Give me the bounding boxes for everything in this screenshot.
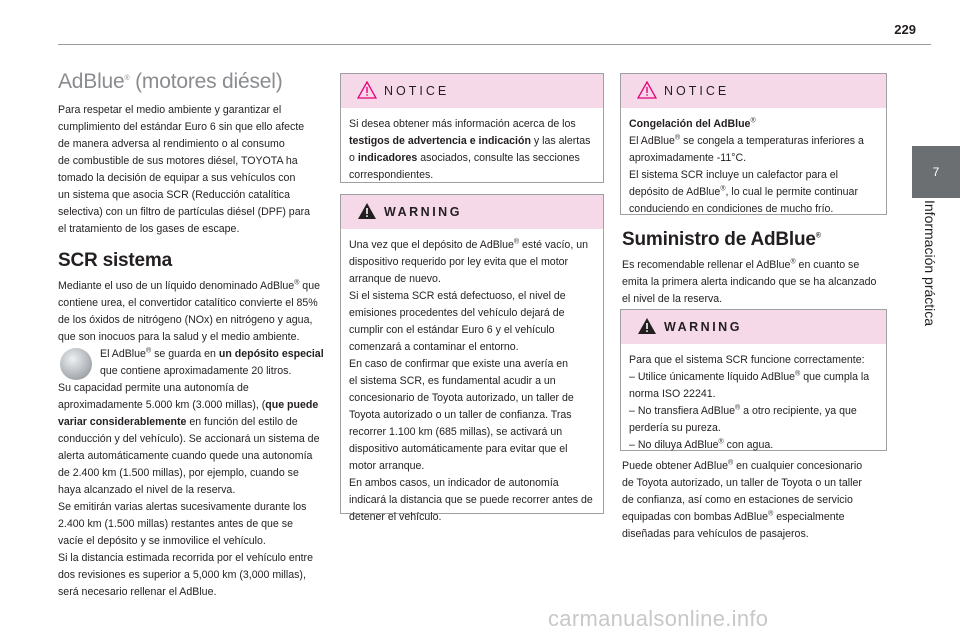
warning-triangle-icon — [637, 317, 657, 335]
caution-triangle-icon — [357, 81, 377, 99]
watermark: carmanualsonline.info — [548, 606, 769, 631]
scr-heading: SCR sistema — [58, 250, 172, 271]
warning-header: WARNING — [341, 195, 603, 229]
where-to-buy-paragraph: Puede obtener AdBlue® en cualquier concesionario de Toyota autorizado, un taller de Toyota o un taller de confianza, así como en estaciones de servicio equipadas con bombas AdBlue® especialmente diseñadas para vehículos de pasajeros. — [622, 459, 863, 540]
warning-box-scr-use — [620, 309, 887, 451]
left-column — [58, 70, 328, 601]
page-number: 229 — [894, 22, 916, 37]
notice-header-2: NOTICE — [621, 74, 886, 108]
warning-triangle-icon — [357, 202, 377, 220]
notice-header: NOTICE — [341, 74, 603, 108]
warning-body-2: Para que el sistema SCR funcione correctamente: – Utilice únicamente líquido AdBlue® que cumpla la norma ISO 22241. – No transfiera AdBlue® a otro recipiente, ya que perdería su pureza. – No diluya AdBlue® con agua. — [629, 354, 870, 451]
supply-heading: Suministro de AdBlue® — [622, 229, 821, 250]
notice-box-freezing — [620, 73, 887, 215]
warning-body: Una vez que el depósito de AdBlue® esté vacío, un dispositivo requerido por ley evita que el motor arranque de nuevo. Si el sistema SCR está defectuoso, el nivel de emisiones procedentes del vehículo dejará de cumplir con el estándar Euro 6 y el vehículo comenzará a contaminar el entorno. En caso de confirmar que existe una avería en el sistema SCR, es fundamental acudir a un concesionario de Toyota autorizado, un taller de Toyota autorizado o un taller de confianza. Tras recorrer 1.100 km (685 millas), se activará un dispositivo automáticamente para evitar que el motor arranque. En ambos casos, un indicador de autonomía indicará la distancia que se puede recorrer antes de detener el vehículo. — [349, 238, 593, 523]
notice-body: Si desea obtener más información acerca de los testigos de advertencia e indicación y las alertas o indicadores asociados, consulte las secciones correspondientes. — [349, 118, 591, 181]
intro-paragraph: Para respetar el medio ambiente y garantizar el cumplimiento del estándar Euro 6 sin que ello afecte de manera adversa al rendimiento o al consumo de combustible de sus motores diésel, TOYOTA ha tomado la decisión de equipar a sus vehículos con un sistema que asocia SCR (Reducción catalítica selectiva) con un filtro de partículas diésel (DPF) para el tratamiento de los gases de escape. — [58, 104, 311, 235]
warning-header-2: WARNING — [621, 310, 886, 344]
supply-section: Suministro de AdBlue® Es recomendable rellenar el AdBlue® en cuanto se emita la primera alerta indicando que se ha alcanzado el nivel de la reserva. — [622, 229, 887, 308]
chapter-tab[interactable]: 7 — [912, 146, 960, 198]
adblue-tank-icon — [60, 348, 92, 380]
header-rule — [58, 44, 931, 45]
notice-box-scr — [340, 73, 604, 183]
caution-triangle-icon — [637, 81, 657, 99]
notice-body-2: Congelación del AdBlue® El AdBlue® se congela a temperaturas inferiores a aproximadamente -11°C. El sistema SCR incluye un calefactor para el depósito de AdBlue®, lo cual le permite continuar conduciendo en condiciones de mucho frío. — [629, 117, 864, 215]
page-title: AdBlue® (motores diésel) — [58, 70, 283, 93]
warning-box-empty-tank — [340, 194, 604, 523]
scr-paragraph: Mediante el uso de un líquido denominado AdBlue® que contiene urea, el convertidor catalítico convierte el 85% de los óxidos de nitrógeno (NOx) en nitrógeno y agua, que son inocuos para la salud y el medio ambiente. El AdBlue® se guarda en un depósito especial que contiene aproximadamente 20 litros. Su capacidad permite una autonomía de aproximadamente 5.000 km (3.000 millas), (que puede variar considerablemente en función del estilo de conducción y del vehículo). Se accionará un sistema de alerta automáticamente cuando quede una autonomía de 2.400 km (1.500 millas), por ejemplo, cuando se haya alcanzado el nivel de la reserva. Se emitirán varias alertas sucesivamente durante los 2.400 km (1.500 millas) restantes antes de que se vacíe el depósito y se inmovilice el vehículo. Si la distancia estimada recorrida por el vehículo entre dos revisiones es superior a 5,000 km (3,000 millas), será necesario rellenar el AdBlue. — [58, 279, 324, 598]
chapter-label: Información práctica — [922, 200, 938, 327]
